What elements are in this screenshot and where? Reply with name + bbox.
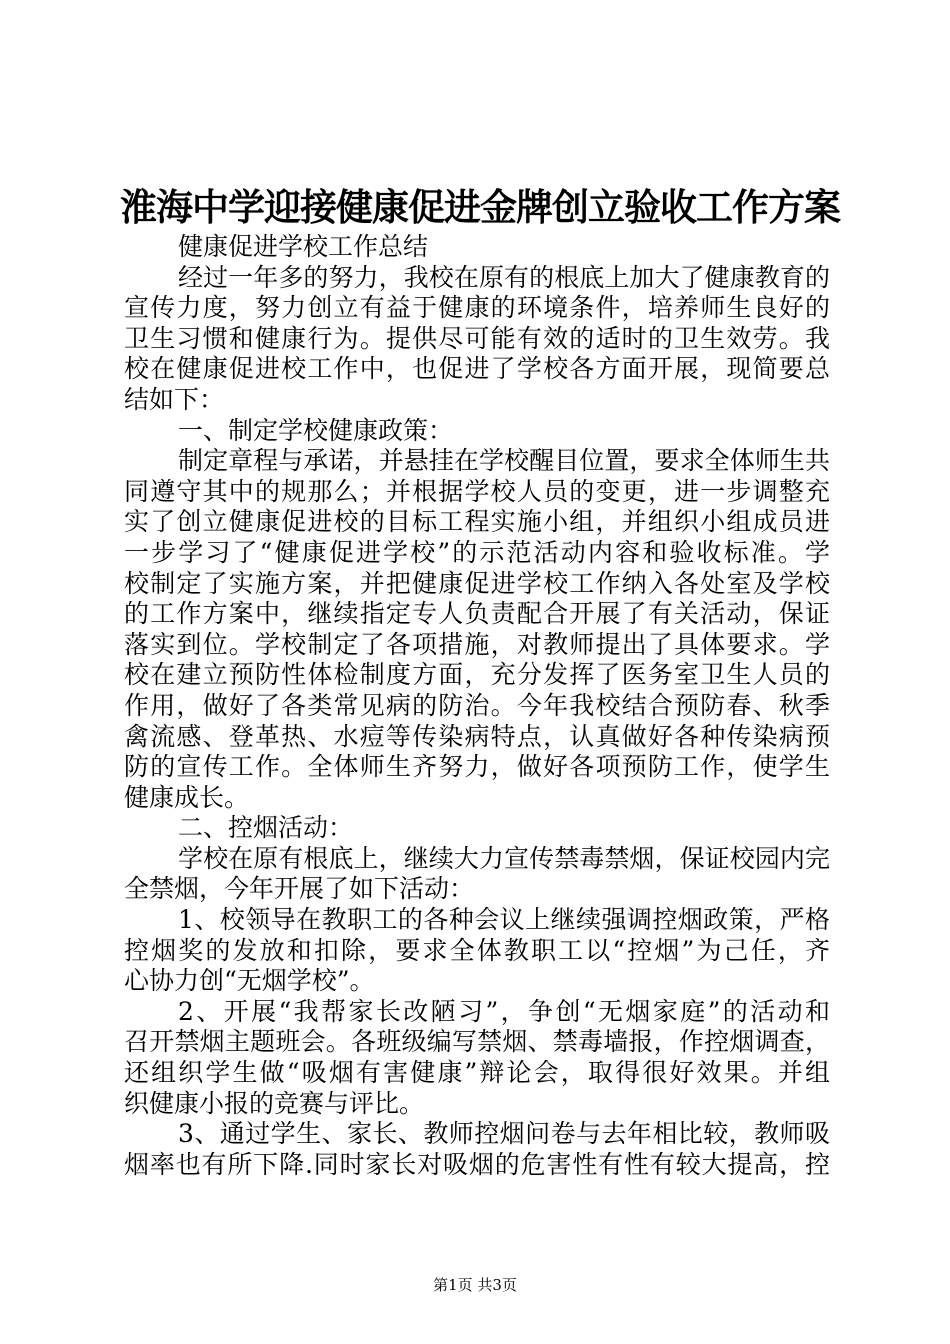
text-line: 实了创立健康促进校的目标工程实施小组，并组织小组成员进: [124, 507, 830, 537]
text-line: 还组织学生做“吸烟有害健康”辩论会，取得很好效果。并组: [124, 1058, 830, 1088]
paragraph: [124, 844, 830, 905]
paragraph: [124, 1119, 830, 1180]
paragraph: [124, 905, 830, 997]
text-line: 一、制定学校健康政策：: [178, 415, 454, 445]
text-line: 的工作方案中，继续指定专人负责配合开展了有关活动，保证: [124, 599, 830, 629]
text-line: 制定章程与承诺，并悬挂在学校醒目位置，要求全体师生共: [178, 446, 830, 476]
page-number: 第1页 共3页: [433, 1276, 517, 1294]
text-line: 健康成长。: [124, 782, 250, 812]
text-line: 烟率也有所下降.同时家长对吸烟的危害性有性有较大提高，控: [124, 1149, 830, 1179]
paragraph: [124, 232, 830, 263]
text-line: 控烟奖的发放和扣除，要求全体教职工以“控烟”为己任，齐: [124, 935, 830, 965]
text-line: 二、控烟活动：: [178, 813, 354, 843]
paragraph: [124, 416, 830, 447]
text-line: 落实到位。学校制定了各项措施，对教师提出了具体要求。学: [124, 629, 830, 659]
text-line: 1、校领导在教职工的各种会议上继续强调控烟政策，严格: [178, 905, 830, 935]
paragraph: [124, 263, 830, 416]
text-line: 健康促进学校工作总结: [178, 232, 429, 261]
text-line: 结如下：: [124, 384, 225, 414]
text-line: 3、通过学生、家长、教师控烟问卷与去年相比较，教师吸: [178, 1119, 830, 1149]
text-line: 召开禁烟主题班会。各班级编写禁烟、禁毒墙报，作控烟调查，: [124, 1027, 830, 1057]
text-line: 校在健康促进校工作中，也促进了学校各方面开展，现简要总: [124, 354, 830, 384]
text-line: 学校在原有根底上，继续大力宣传禁毒禁烟，保证校园内完: [178, 843, 830, 873]
document-body: [124, 232, 830, 1180]
text-line: 校在建立预防性体检制度方面，充分发挥了医务室卫生人员的: [124, 660, 830, 690]
paragraph: [124, 813, 830, 844]
text-line: 一步学习了“健康促进学校”的示范活动内容和验收标准。学: [124, 537, 830, 567]
text-line: 织健康小报的竞赛与评比。: [124, 1088, 425, 1118]
text-line: 同遵守其中的规那么；并根据学校人员的变更，进一步调整充: [124, 476, 830, 506]
text-line: 卫生习惯和健康行为。提供尽可能有效的适时的卫生效劳。我: [124, 323, 830, 353]
text-line: 心协力创“无烟学校”。: [124, 966, 375, 996]
text-line: 2、开展“我帮家长改陋习”，争创“无烟家庭”的活动和: [178, 996, 830, 1026]
text-line: 宣传力度，努力创立有益于健康的环境条件，培养师生良好的: [124, 293, 830, 323]
text-line: 作用，做好了各类常见病的防治。今年我校结合预防春、秋季: [124, 690, 830, 720]
text-line: 全禁烟，今年开展了如下活动：: [124, 874, 475, 904]
paragraph: [124, 446, 830, 813]
text-line: 经过一年多的努力，我校在原有的根底上加大了健康教育的: [178, 262, 830, 292]
text-line: 防的宣传工作。全体师生齐努力，做好各项预防工作，使学生: [124, 752, 830, 782]
document-title: 淮海中学迎接健康促进金牌创立验收工作方案: [120, 185, 840, 229]
text-line: 校制定了实施方案，并把健康促进学校工作纳入各处室及学校: [124, 568, 830, 598]
paragraph: [124, 997, 830, 1119]
text-line: 禽流感、登革热、水痘等传染病特点，认真做好各种传染病预: [124, 721, 830, 751]
